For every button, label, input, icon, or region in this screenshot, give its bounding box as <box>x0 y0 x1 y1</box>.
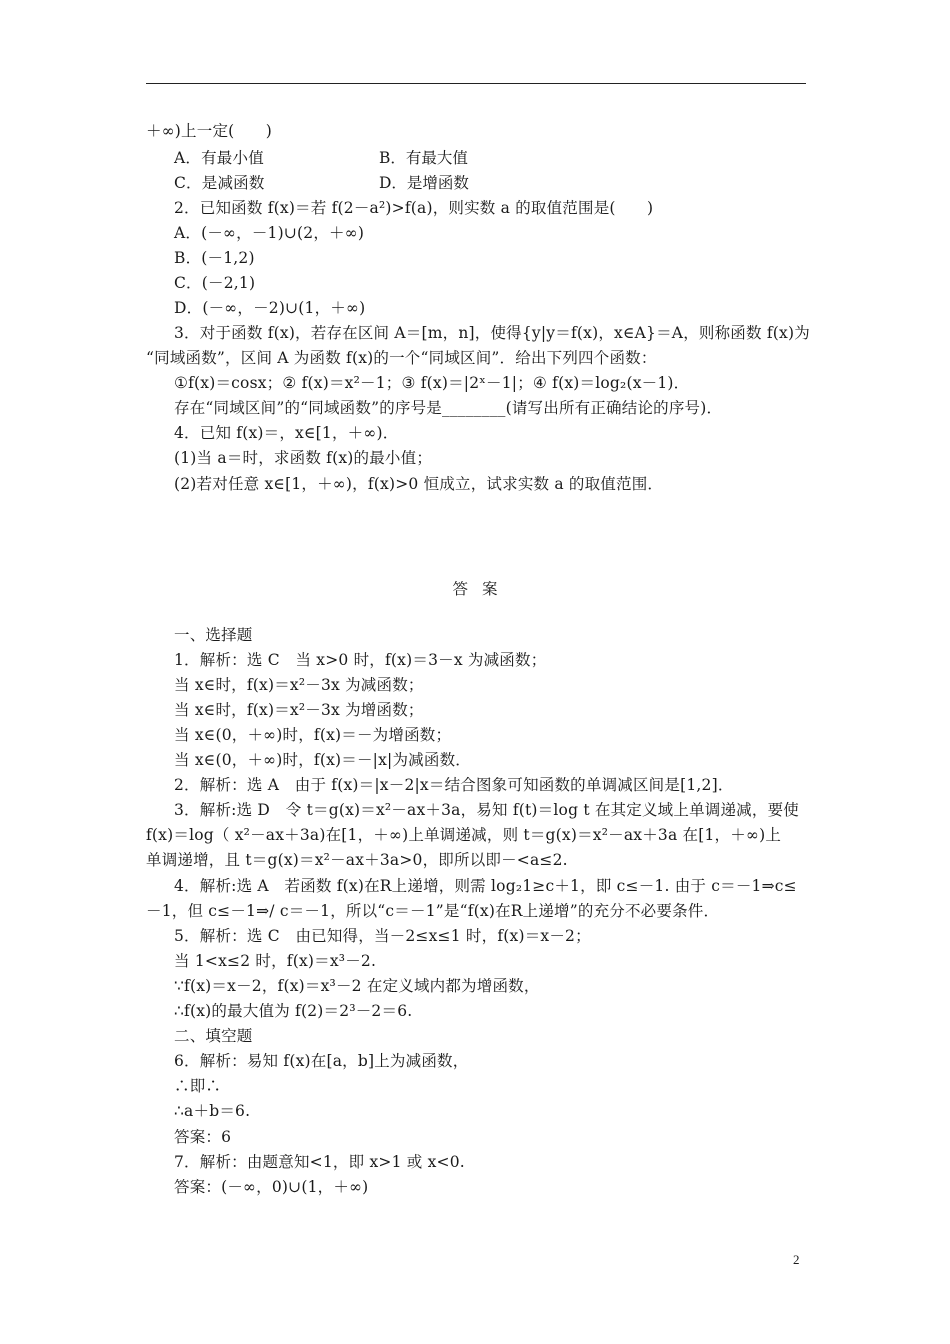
answer-2: 2．解析：选 A 由于 f(x)＝|x－2|x＝结合图象可知函数的单调减区间是[1,2]． <box>174 776 734 794</box>
answer-5-line-1: 5．解析：选 C 由已知得，当－2≤x≤1 时，f(x)＝x－2； <box>174 927 591 945</box>
q4-part-1: (1)当 a＝时，求函数 f(x)的最小值； <box>174 449 433 467</box>
answer-1-line-2: 当 x∈时，f(x)＝x²－3x 为减函数； <box>174 676 424 694</box>
answer-5-line-3: ∵f(x)＝x－2，f(x)＝x³－2 在定义域内都为增函数， <box>174 977 540 995</box>
q1-option-d: D．是增函数 <box>379 174 469 192</box>
answer-3-line-2: f(x)＝log（ x²－ax＋3a)在[1，＋∞)上单调递减，则 t＝g(x)＝x²－ax＋3a 在[1，＋∞)上 <box>146 826 782 844</box>
answer-1-line-1: 1．解析：选 C 当 x>0 时，f(x)＝3－x 为减函数； <box>174 651 547 669</box>
q1-option-a: A．有最小值 <box>174 149 264 167</box>
q2-option-d: D．(－∞，－2)∪(1，＋∞) <box>174 299 366 317</box>
answer-1-line-4: 当 x∈(0，＋∞)时，f(x)＝－为增函数； <box>174 726 452 744</box>
q3-line-2: “同域函数”，区间 A 为函数 f(x)的一个“同域区间”．给出下列四个函数： <box>146 349 657 367</box>
q1-option-b: B．有最大值 <box>379 149 468 167</box>
header-rule <box>146 83 806 84</box>
q3-line-4: 存在“同域区间”的“同域函数”的序号是________(请写出所有正确结论的序号)． <box>174 399 723 417</box>
q1-continuation: ＋∞)上一定( ) <box>146 122 273 140</box>
answer-1-line-5: 当 x∈(0，＋∞)时，f(x)＝－|x|为减函数． <box>174 751 471 769</box>
section-fill-heading: 二、填空题 <box>174 1027 253 1045</box>
answer-7-line-1: 7．解析：由题意知<1，即 x>1 或 x<0. <box>174 1153 465 1171</box>
q1-option-c: C．是减函数 <box>174 174 265 192</box>
page-number: 2 <box>793 1252 800 1267</box>
answer-4-line-1: 4．解析:选 A 若函数 f(x)在R上递增，则需 log₂1≥c＋1，即 c≤－1. 由于 c＝－1⇒c≤ <box>174 877 797 895</box>
answer-6-line-1: 6．解析：易知 f(x)在[a，b]上为减函数， <box>174 1052 469 1070</box>
answer-3-line-3: 单调递增，且 t＝g(x)＝x²－ax＋3a>0，即所以即－<a≤2. <box>146 851 568 869</box>
answer-5-line-2: 当 1<x≤2 时，f(x)＝x³－2. <box>174 952 377 970</box>
answer-6-result: 答案：6 <box>174 1128 232 1146</box>
q2-stem: 2．已知函数 f(x)＝若 f(2－a²)>f(a)，则实数 a 的取值范围是( ) <box>174 199 654 217</box>
answer-7-result: 答案：(－∞，0)∪(1，＋∞) <box>174 1178 369 1196</box>
answer-1-line-3: 当 x∈时，f(x)＝x²－3x 为增函数； <box>174 701 424 719</box>
answer-heading: 答案 <box>452 580 512 598</box>
q2-option-b: B．(－1,2) <box>174 249 255 267</box>
q2-option-c: C．(－2,1) <box>174 274 256 292</box>
q4-stem: 4．已知 f(x)＝，x∈[1，＋∞)． <box>174 424 399 442</box>
answer-4-line-2: －1，但 c≤－1⇒/ c＝－1，所以“c＝－1”是“f(x)在R上递增”的充分不必要条件． <box>146 902 720 920</box>
answer-3-line-1: 3．解析:选 D 令 t＝g(x)＝x²－ax＋3a，易知 f(t)＝log t 在其定义域上单调递减，要使 <box>174 801 799 819</box>
answer-6-line-2: ∴即∴ <box>174 1077 222 1095</box>
q3-line-3: ①f(x)＝cosx；② f(x)＝x²－1；③ f(x)＝|2ˣ－1|；④ f(x)＝log₂(x－1)． <box>174 374 690 392</box>
answer-6-line-3: ∴a＋b＝6. <box>174 1102 251 1120</box>
answer-5-line-4: ∴f(x)的最大值为 f(2)＝2³－2＝6. <box>174 1002 413 1020</box>
q4-part-2: (2)若对任意 x∈[1，＋∞)，f(x)>0 恒成立，试求实数 a 的取值范围． <box>174 475 664 493</box>
q3-line-1: 3．对于函数 f(x)，若存在区间 A＝[m，n]，使得{y|y＝f(x)，x∈A}＝A，则称函数 f(x)为 <box>174 324 810 342</box>
q2-option-a: A．(－∞，－1)∪(2，＋∞) <box>174 224 365 242</box>
section-choice-heading: 一、选择题 <box>174 626 253 644</box>
